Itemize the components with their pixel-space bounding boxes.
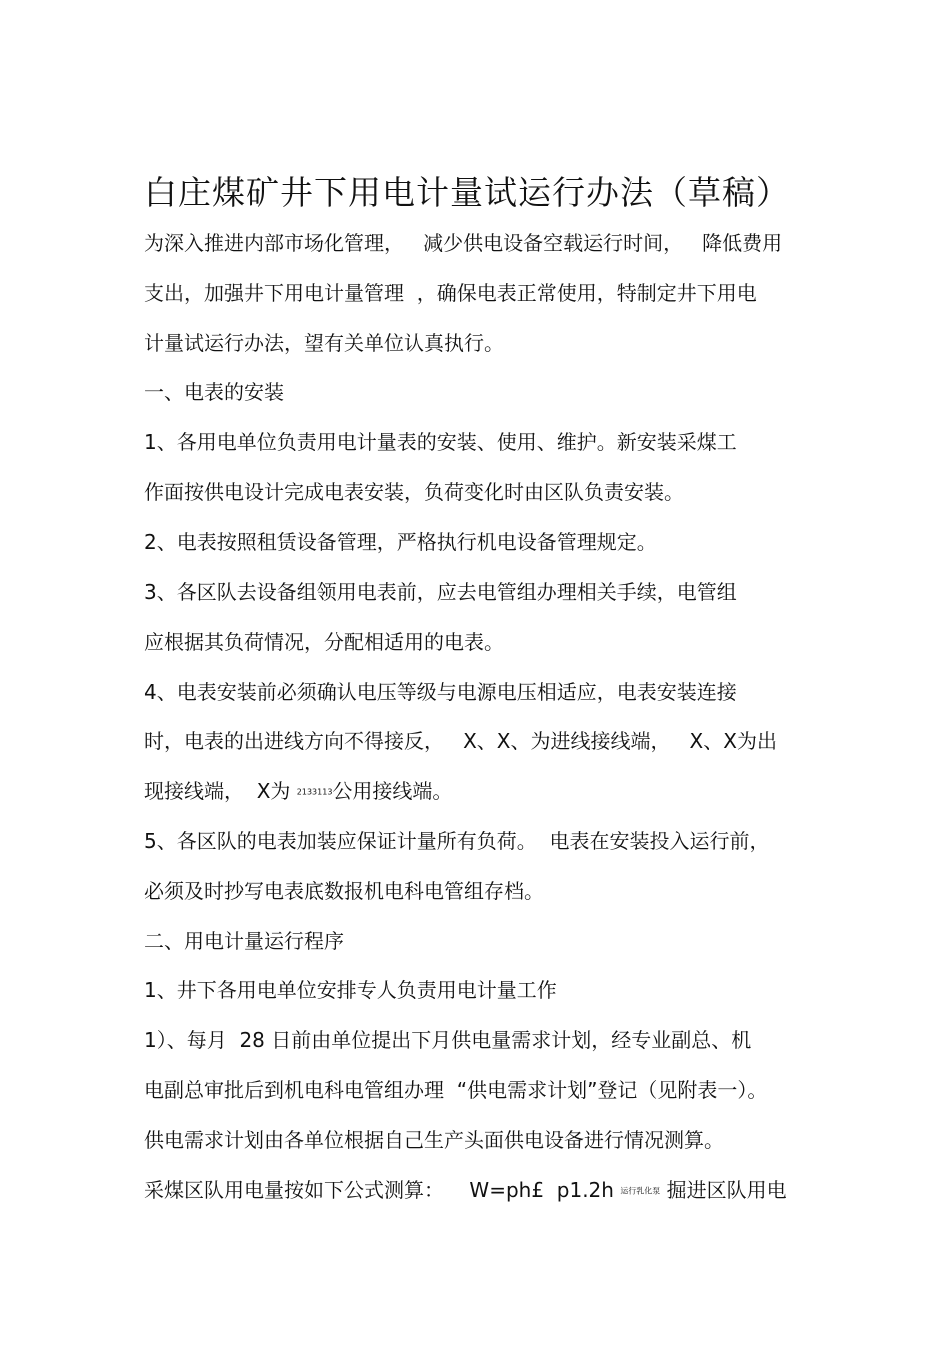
paragraph-line-13: 5、各区队的电表加装应保证计量所有负荷。 电表在安装投入运行前，	[144, 829, 770, 853]
paragraph-line-19: 供电需求计划由各单位根据自己生产头面供电设备进行情况测算。	[144, 1128, 724, 1152]
paragraph-line-5: 1、各用电单位负责用电计量表的安装、使用、维护。新安装采煤工	[144, 430, 737, 454]
line-20-small-text: 运行乳化泵	[620, 1186, 661, 1196]
line-20-text-after: 掘进区队用电	[660, 1178, 787, 1202]
section-heading-procedure: 二、用电计量运行程序	[144, 929, 344, 953]
paragraph-line-17: 1）、每月 28 日前由单位提出下月供电量需求计划，经专业副总、机	[144, 1028, 752, 1052]
paragraph-line-18: 电副总审批后到机电科电管组办理 “供电需求计划”登记（见附表一）。	[144, 1078, 768, 1102]
line-20-text-before: 采煤区队用电量按如下公式测算： W=ph£ p1.2h	[144, 1178, 621, 1202]
paragraph-line-20	[144, 1175, 787, 1207]
paragraph-line-12	[144, 776, 452, 808]
paragraph-line-2: 支出，加强井下用电计量管理 ，确保电表正常使用，特制定井下用电	[144, 281, 757, 305]
paragraph-line-1: 为深入推进内部市场化管理， 减少供电设备空载运行时间， 降低费用	[144, 231, 783, 255]
line-12-small-text: 2133113	[296, 787, 333, 797]
paragraph-line-10: 4、电表安装前必须确认电压等级与电源电压相适应，电表安装连接	[144, 680, 737, 704]
line-12-text-after: 公用接线端。	[332, 779, 453, 803]
paragraph-line-14: 必须及时抄写电表底数报机电科电管组存档。	[144, 879, 544, 903]
paragraph-line-8: 3、各区队去设备组领用电表前，应去电管组办理相关手续，电管组	[144, 580, 737, 604]
line-12-text-before: 现接线端， X为	[144, 779, 297, 803]
document-title: 白庄煤矿井下用电计量试运行办法（草稿）	[144, 173, 790, 212]
paragraph-line-16: 1、井下各用电单位安排专人负责用电计量工作	[144, 978, 557, 1002]
paragraph-line-3: 计量试运行办法，望有关单位认真执行。	[144, 331, 504, 355]
paragraph-line-9: 应根据其负荷情况，分配相适用的电表。	[144, 630, 504, 654]
paragraph-line-6: 作面按供电设计完成电表安装，负荷变化时由区队负责安装。	[144, 480, 684, 504]
paragraph-line-11: 时，电表的出进线方向不得接反， X、X、为进线接线端， X、X为出	[144, 729, 777, 753]
section-heading-installation: 一、电表的安装	[144, 380, 284, 404]
paragraph-line-7: 2、电表按照租赁设备管理，严格执行机电设备管理规定。	[144, 530, 657, 554]
